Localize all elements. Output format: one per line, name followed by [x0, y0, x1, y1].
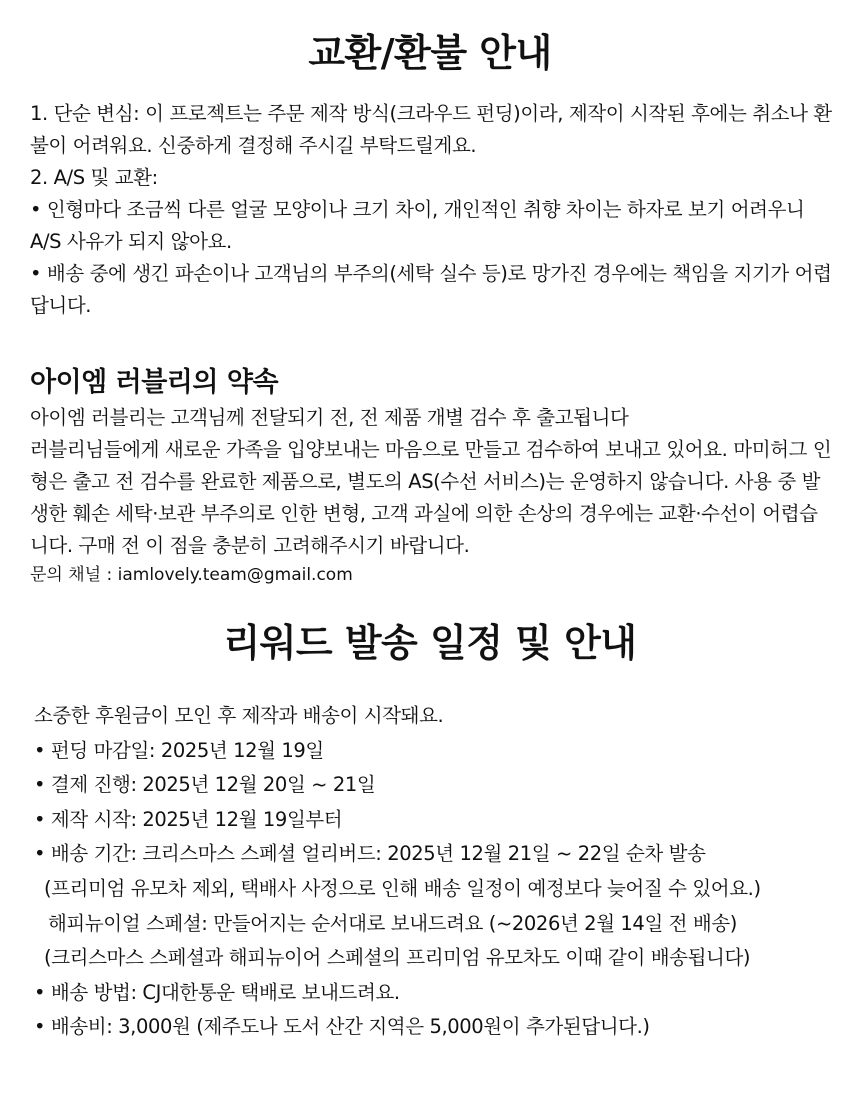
promise-section [30, 402, 835, 588]
reward-production-start: • 제작 시작: 2025년 12월 19일부터 [34, 807, 343, 831]
promise-body: 러블리님들에게 새로운 가족을 입양보내는 마음으로 만들고 검수하여 보내고 있어요. 마미허그 인형은 출고 전 검수를 완료한 제품으로, 별도의 AS(수선 서비스)는 운영하지 않습니다. 사용 중 발생한 훼손 세탁·보관 부주의로 인한 변형, 고객 과실에 의한 손상의 경우에는 교환·수선이 어렵습니다. 구매 전 이 점을 충분히 고려해주시기 바랍니다. [30, 438, 832, 557]
reward-section [34, 699, 834, 1045]
reward-shipping-fee: • 배송비: 3,000원 (제주도나 도서 산간 지역은 5,000원이 추가된답니다.) [34, 1015, 650, 1039]
promise-heading: 아이엠 러블리의 약속 [30, 367, 279, 398]
reward-shipping-period: • 배송 기간: 크리스마스 스페셜 얼리버드: 2025년 12월 21일 ~ 22일 순차 발송 [34, 842, 706, 866]
refund-line-3: • 인형마다 조금씩 다른 얼굴 모양이나 크기 차이, 개인적인 취향 차이는 하자로 보기 어려우니 A/S 사유가 되지 않아요. [30, 198, 805, 253]
reward-shipping-note-1: (프리미엄 유모차 제외, 택배사 사정으로 인해 배송 일정이 예정보다 늦어질 수 있어요.) [44, 876, 761, 900]
reward-shipping-note-2: (크리스마스 스페셜과 해피뉴이어 스페셜의 프리미엄 유모차도 이때 같이 배송됩니다) [44, 946, 751, 970]
contact-channel: 문의 채널 : iamlovely.team@gmail.com [30, 565, 353, 585]
reward-payment: • 결제 진행: 2025년 12월 20일 ~ 21일 [34, 773, 376, 797]
refund-line-1: 1. 단순 변심: 이 프로젝트는 주문 제작 방식(크라우드 펀딩)이라, 제작이 시작된 후에는 취소나 환불이 어려워요. 신중하게 결정해 주시길 부탁드릴게요. [30, 102, 832, 157]
reward-title: 리워드 발송 일정 및 안내 [223, 621, 637, 665]
refund-section [30, 98, 835, 322]
refund-line-4: • 배송 중에 생긴 파손이나 고객님의 부주의(세탁 실수 등)로 망가진 경우에는 책임을 지기가 어렵답니다. [30, 262, 832, 317]
refund-title: 교환/환불 안내 [308, 31, 552, 75]
reward-shipping-method: • 배송 방법: CJ대한통운 택배로 보내드려요. [34, 980, 400, 1004]
reward-shipping-happy-new-year: 해피뉴이얼 스페셜: 만들어지는 순서대로 보내드려요 (~2026년 2월 14일 전 배송) [48, 911, 737, 935]
refund-line-2: 2. A/S 및 교환: [30, 166, 158, 189]
promise-intro: 아이엠 러블리는 고객님께 전달되기 전, 전 제품 개별 검수 후 출고됩니다 [30, 406, 629, 429]
reward-intro: 소중한 후원금이 모인 후 제작과 배송이 시작돼요. [34, 704, 444, 727]
reward-funding-deadline: • 펀딩 마감일: 2025년 12월 19일 [34, 738, 324, 762]
